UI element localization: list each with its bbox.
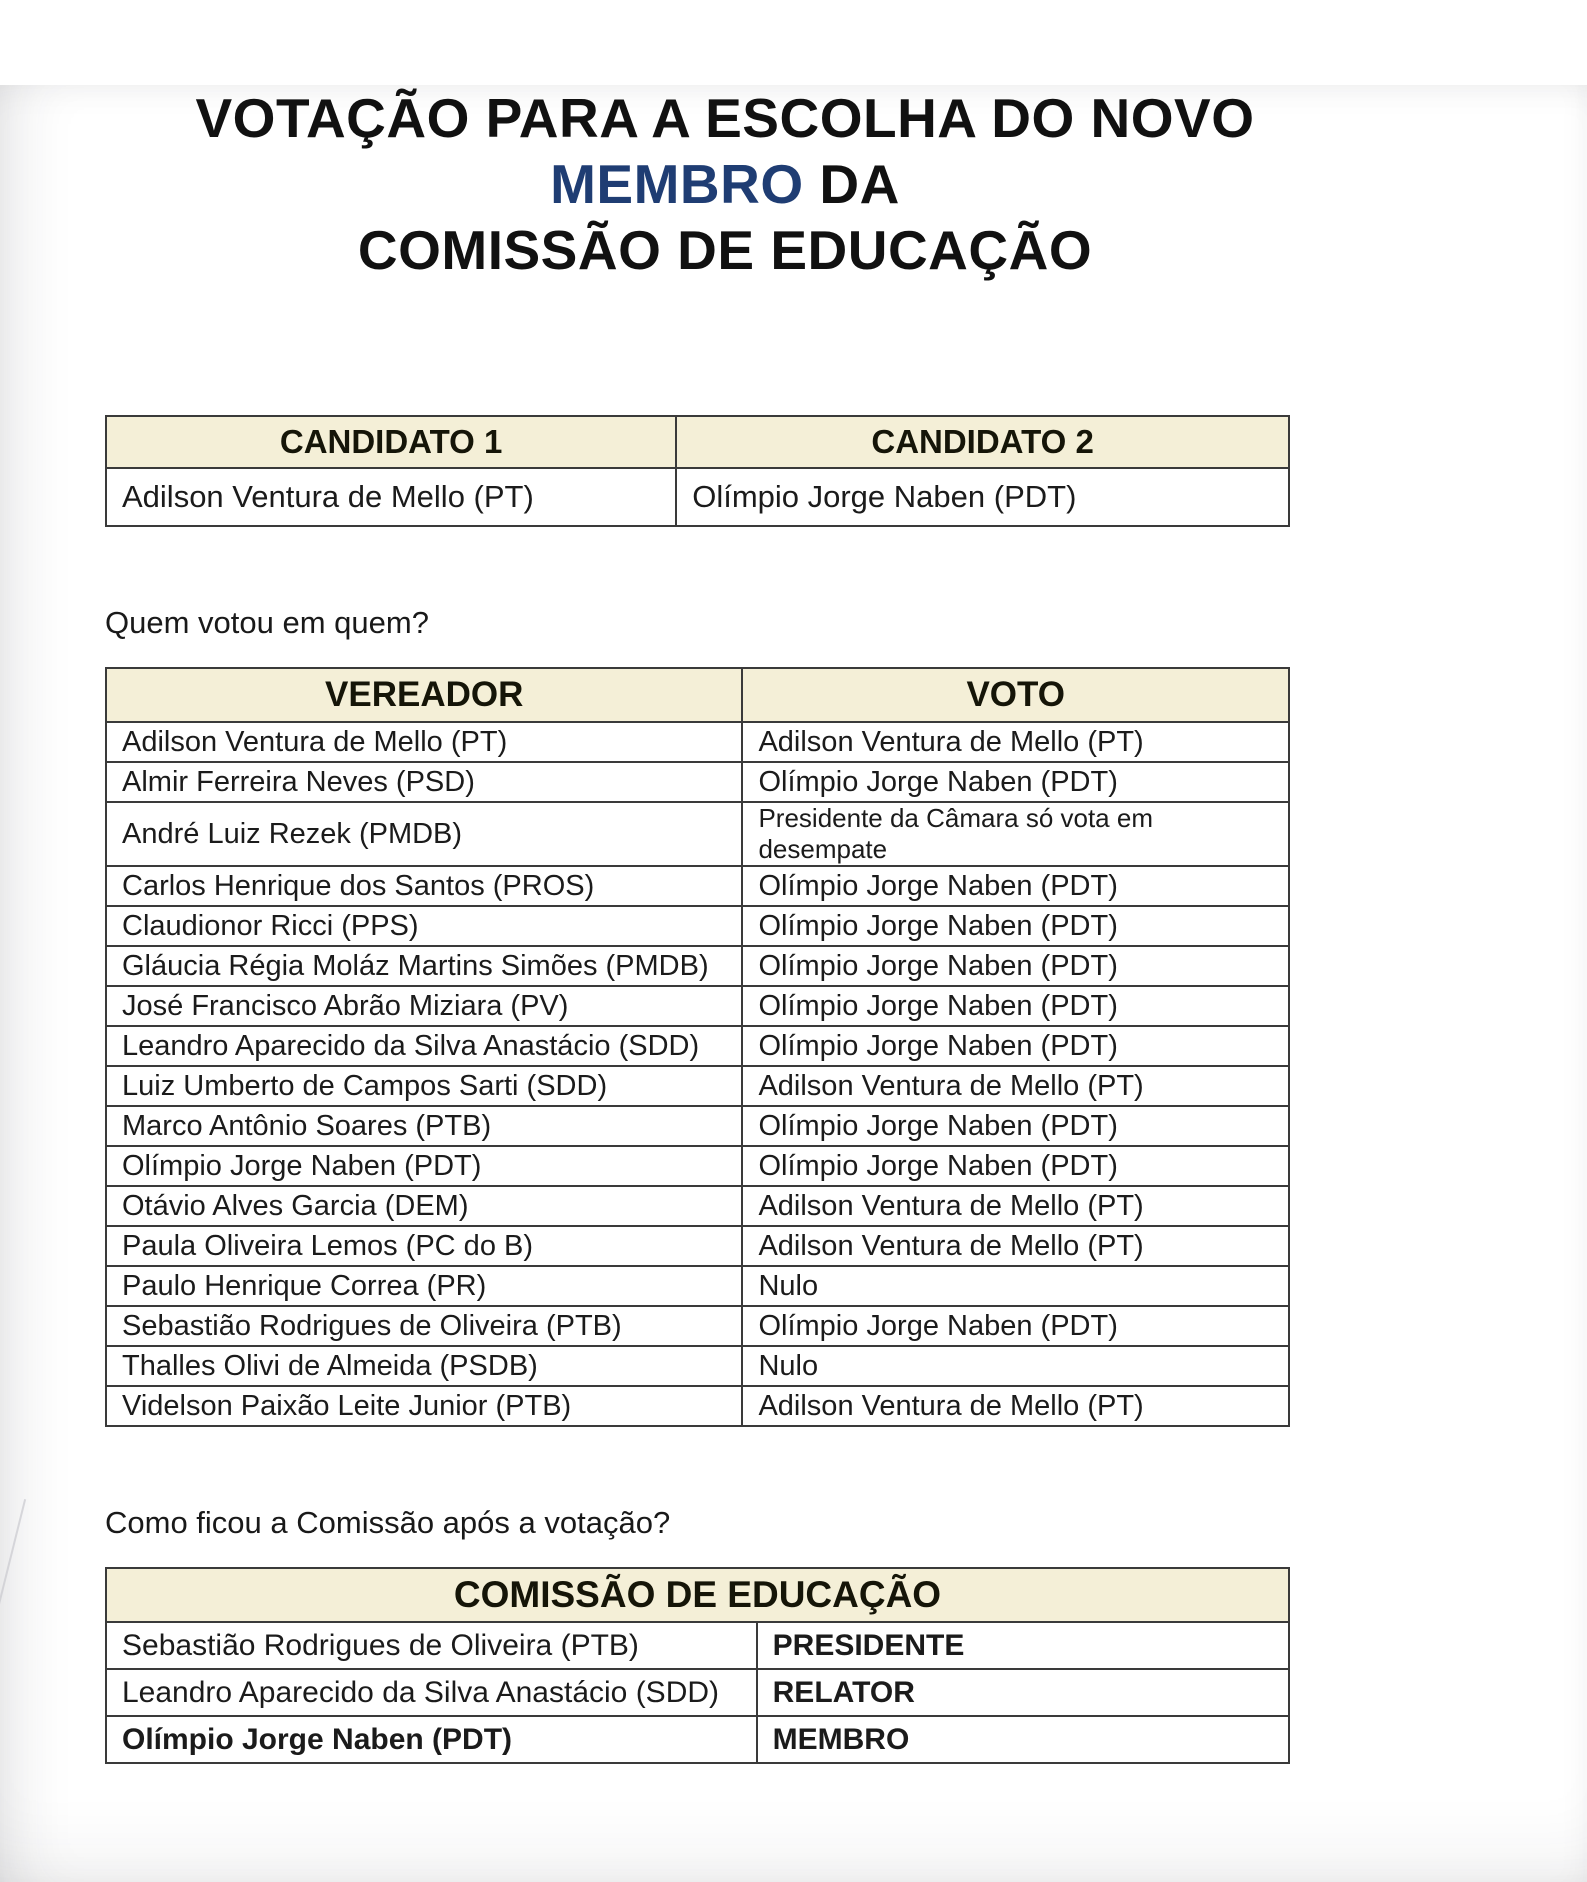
voto-cell: Olímpio Jorge Naben (PDT) (742, 1106, 1289, 1146)
voto-cell: Olímpio Jorge Naben (PDT) (742, 906, 1289, 946)
commission-table (105, 1567, 1290, 1764)
table-row (106, 1066, 1289, 1106)
table-row (106, 866, 1289, 906)
voto-cell: Olímpio Jorge Naben (PDT) (742, 762, 1289, 802)
vereador-cell: Videlson Paixão Leite Junior (PTB) (106, 1386, 742, 1426)
title-text-pre: VOTAÇÃO PARA A ESCOLHA DO NOVO (195, 87, 1255, 149)
member-role-cell: RELATOR (757, 1669, 1289, 1716)
vereador-header: VEREADOR (106, 668, 742, 722)
document-page (0, 85, 1587, 1882)
vereador-cell: Leandro Aparecido da Silva Anastácio (SDD) (106, 1026, 742, 1066)
title-line2: COMISSÃO DE EDUCAÇÃO (357, 219, 1093, 281)
scan-artifact (0, 1499, 26, 1645)
vereador-cell: Olímpio Jorge Naben (PDT) (106, 1146, 742, 1186)
table-row (106, 906, 1289, 946)
voto-cell: Olímpio Jorge Naben (PDT) (742, 1306, 1289, 1346)
voto-cell: Presidente da Câmara só vota em desempate (742, 802, 1289, 866)
vereador-cell: Paulo Henrique Correa (PR) (106, 1266, 742, 1306)
candidate-1-name: Adilson Ventura de Mello (PT) (106, 468, 676, 526)
table-row (106, 1386, 1289, 1426)
title-text-post: DA (803, 153, 900, 215)
candidates-header-row (106, 416, 1289, 468)
voto-cell: Adilson Ventura de Mello (PT) (742, 1186, 1289, 1226)
votes-header-row (106, 668, 1289, 722)
voto-cell: Adilson Ventura de Mello (PT) (742, 722, 1289, 762)
candidate-2-name: Olímpio Jorge Naben (PDT) (676, 468, 1289, 526)
candidate-2-header: CANDIDATO 2 (676, 416, 1289, 468)
member-name-cell: Olímpio Jorge Naben (PDT) (106, 1716, 757, 1763)
voto-header: VOTO (742, 668, 1289, 722)
voto-cell: Adilson Ventura de Mello (PT) (742, 1386, 1289, 1426)
voto-cell: Adilson Ventura de Mello (PT) (742, 1226, 1289, 1266)
page-title (95, 85, 1355, 283)
table-row (106, 1669, 1289, 1716)
commission-header-row (106, 1568, 1289, 1622)
vereador-cell: Luiz Umberto de Campos Sarti (SDD) (106, 1066, 742, 1106)
member-role-cell: PRESIDENTE (757, 1622, 1289, 1669)
commission-table-title: COMISSÃO DE EDUCAÇÃO (106, 1568, 1289, 1622)
voto-cell: Nulo (742, 1266, 1289, 1306)
member-name-cell: Sebastião Rodrigues de Oliveira (PTB) (106, 1622, 757, 1669)
title-highlight: MEMBRO (550, 153, 804, 215)
table-row (106, 1146, 1289, 1186)
vereador-cell: André Luiz Rezek (PMDB) (106, 802, 742, 866)
table-row (106, 722, 1289, 762)
table-row (106, 802, 1289, 866)
vereador-cell: Adilson Ventura de Mello (PT) (106, 722, 742, 762)
table-row (106, 986, 1289, 1026)
vereador-cell: Thalles Olivi de Almeida (PSDB) (106, 1346, 742, 1386)
votes-table (105, 667, 1290, 1427)
vereador-cell: Marco Antônio Soares (PTB) (106, 1106, 742, 1146)
table-row (106, 1306, 1289, 1346)
vereador-cell: Sebastião Rodrigues de Oliveira (PTB) (106, 1306, 742, 1346)
table-row (106, 762, 1289, 802)
candidates-data-row (106, 468, 1289, 526)
table-row (106, 1106, 1289, 1146)
voto-cell: Olímpio Jorge Naben (PDT) (742, 1026, 1289, 1066)
table-row (106, 1346, 1289, 1386)
table-row (106, 1266, 1289, 1306)
vereador-cell: Otávio Alves Garcia (DEM) (106, 1186, 742, 1226)
vereador-cell: Almir Ferreira Neves (PSD) (106, 762, 742, 802)
commission-question: Como ficou a Comissão após a votação? (105, 1505, 671, 1540)
vereador-cell: Gláucia Régia Moláz Martins Simões (PMDB) (106, 946, 742, 986)
voto-cell: Olímpio Jorge Naben (PDT) (742, 946, 1289, 986)
votes-question: Quem votou em quem? (105, 605, 429, 640)
candidates-table (105, 415, 1290, 527)
voto-cell: Olímpio Jorge Naben (PDT) (742, 866, 1289, 906)
member-role-cell: MEMBRO (757, 1716, 1289, 1763)
vereador-cell: Carlos Henrique dos Santos (PROS) (106, 866, 742, 906)
voto-cell: Olímpio Jorge Naben (PDT) (742, 1146, 1289, 1186)
vereador-cell: Claudionor Ricci (PPS) (106, 906, 742, 946)
voto-cell: Olímpio Jorge Naben (PDT) (742, 986, 1289, 1026)
table-row (106, 1226, 1289, 1266)
member-name-cell: Leandro Aparecido da Silva Anastácio (SDD) (106, 1669, 757, 1716)
vereador-cell: José Francisco Abrão Miziara (PV) (106, 986, 742, 1026)
vereador-cell: Paula Oliveira Lemos (PC do B) (106, 1226, 742, 1266)
voto-cell: Adilson Ventura de Mello (PT) (742, 1066, 1289, 1106)
voto-cell: Nulo (742, 1346, 1289, 1386)
table-row (106, 1622, 1289, 1669)
table-row (106, 946, 1289, 986)
table-row (106, 1026, 1289, 1066)
table-row (106, 1186, 1289, 1226)
candidate-1-header: CANDIDATO 1 (106, 416, 676, 468)
table-row (106, 1716, 1289, 1763)
